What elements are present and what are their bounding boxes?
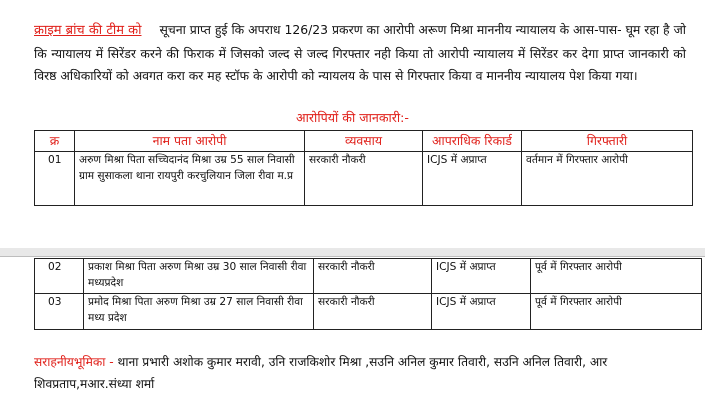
row-name-address: प्रमोद मिश्रा पिता अरुण मिश्रा उम्र 27 साल निवासी रीवा मध्य प्रदेश [84, 294, 314, 330]
row-record: ICJS में अप्राप्त [432, 294, 531, 330]
appreciation-label: सराहनीयभूमिका - [34, 355, 114, 369]
intro-text: सूचना प्राप्त हुई कि अपराध 126/23 प्रकरण का आरोपी अरूण मिश्रा माननीय न्यायालय के आस-पास- घूम रहा है जो कि न्यायालय में सिरेंडर करने की फिराक में जिसको जल्द से जल्द गिरफ्तार नही किया तो आरोपी न्यायालय में सिरेंडर कर देगा प्राप्त जानकारी को विरष्ठ अधिकारियों को अवगत करा कर मह स्टॉफ के आरोपी को न्यायलय के पास से गिरफ्तार किया व माननीय न्यायालय पेश किया गया। [34, 22, 686, 83]
accused-table [34, 130, 693, 206]
page-break-gap [0, 248, 705, 256]
header-arrest: गिरफ्तारी [522, 131, 693, 152]
row-occupation: सरकारी नौकरी [314, 294, 432, 330]
row-serial: 02 [35, 259, 84, 294]
appreciation-text: थाना प्रभारी अशोक कुमार मरावी, उनि राजकिशोर मिश्रा ,सउनि अनिल कुमार तिवारी, सउनि अनिल तिवारी, आर शिवप्रताप,मआर.संध्या शर्मा [34, 355, 608, 391]
header-serial: क्र [35, 131, 75, 152]
section-title: आरोपियों की जानकारी:- [296, 110, 409, 125]
row-occupation: सरकारी नौकरी [314, 259, 432, 294]
table-row [35, 259, 702, 294]
row-occupation: सरकारी नौकरी [305, 152, 423, 206]
header-criminal-record: आपराधिक रिकार्ड [423, 131, 522, 152]
row-arrest: पूर्व में गिरफ्तार आरोपी [531, 294, 702, 330]
row-name-address: प्रकाश मिश्रा पिता अरुण मिश्रा उम्र 30 साल निवासी रीवा मध्यप्रदेश [84, 259, 314, 294]
table-row [35, 152, 693, 206]
team-label: क्राइम ब्रांच की टीम को [34, 23, 142, 38]
header-name-address: नाम पता आरोपी [75, 131, 305, 152]
row-serial: 01 [35, 152, 75, 206]
row-name-address: अरुण मिश्रा पिता सच्चिदानंद मिश्रा उम्र 55 साल निवासी ग्राम सुसाकला थाना रायपुरी करचुलियान जिला रीवा म.प्र [75, 152, 305, 206]
row-record: ICJS में अप्राप्त [432, 259, 531, 294]
row-record: ICJS में अप्राप्त [423, 152, 522, 206]
row-arrest: वर्तमान में गिरफ्तार आरोपी [522, 152, 693, 206]
table-header-row [35, 131, 693, 152]
row-arrest: पूर्व में गिरफ्तार आरोपी [531, 259, 702, 294]
header-occupation: व्यवसाय [305, 131, 423, 152]
table-row [35, 294, 702, 330]
row-serial: 03 [35, 294, 84, 330]
accused-table-continued [34, 258, 702, 330]
intro-paragraph [34, 19, 686, 88]
appreciation-note [34, 352, 686, 395]
